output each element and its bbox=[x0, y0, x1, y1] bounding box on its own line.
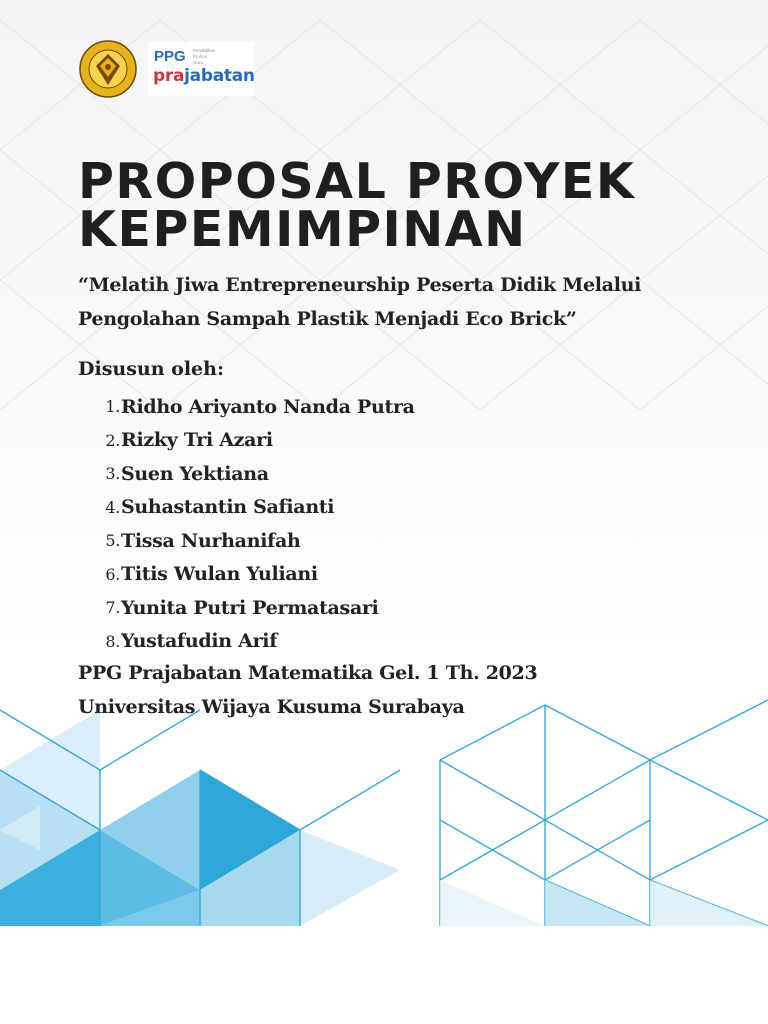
list-item: 5. Tissa Nurhanifah bbox=[105, 529, 301, 552]
ppg-prajabatan-logo bbox=[148, 42, 254, 96]
authors-heading: Disusun oleh: bbox=[78, 358, 224, 380]
ppg-label: PPG bbox=[154, 48, 186, 65]
logo-bar bbox=[78, 40, 254, 98]
list-item: 1. Ridho Ariyanto Nanda Putra bbox=[105, 395, 415, 418]
list-item: 4. Suhastantin Safianti bbox=[105, 496, 335, 519]
university-line: Universitas Wijaya Kusuma Surabaya bbox=[78, 696, 465, 718]
blue-triangles-right bbox=[440, 880, 768, 926]
list-item: 8. Yustafudin Arif bbox=[105, 630, 278, 653]
list-item: 3. Suen Yektiana bbox=[105, 462, 269, 485]
title-line-2: KEPEMIMPINAN bbox=[78, 201, 527, 258]
university-seal-icon bbox=[78, 39, 138, 99]
list-item: 2. Rizky Tri Azari bbox=[105, 429, 273, 452]
program-line: PPG Prajabatan Matematika Gel. 1 Th. 2023 bbox=[78, 662, 538, 684]
title-line-1: PROPOSAL PROYEK bbox=[78, 153, 636, 210]
ppg-wordmark: prajabatan bbox=[153, 66, 255, 86]
page-title bbox=[78, 153, 636, 258]
affiliation-block bbox=[78, 656, 537, 724]
project-subtitle: “Melatih Jiwa Entrepreneurship Peserta Didik Melalui Pengolahan Sampah Plastik Menjadi Eco Brick” bbox=[78, 274, 642, 330]
list-item: 7. Yunita Putri Permatasari bbox=[105, 596, 379, 619]
ppg-tagline: Pendidikan Profesi Guru bbox=[193, 48, 216, 65]
author-list bbox=[78, 390, 415, 658]
list-item: 6. Titis Wulan Yuliani bbox=[105, 563, 318, 586]
blue-lattice-right bbox=[440, 700, 768, 926]
